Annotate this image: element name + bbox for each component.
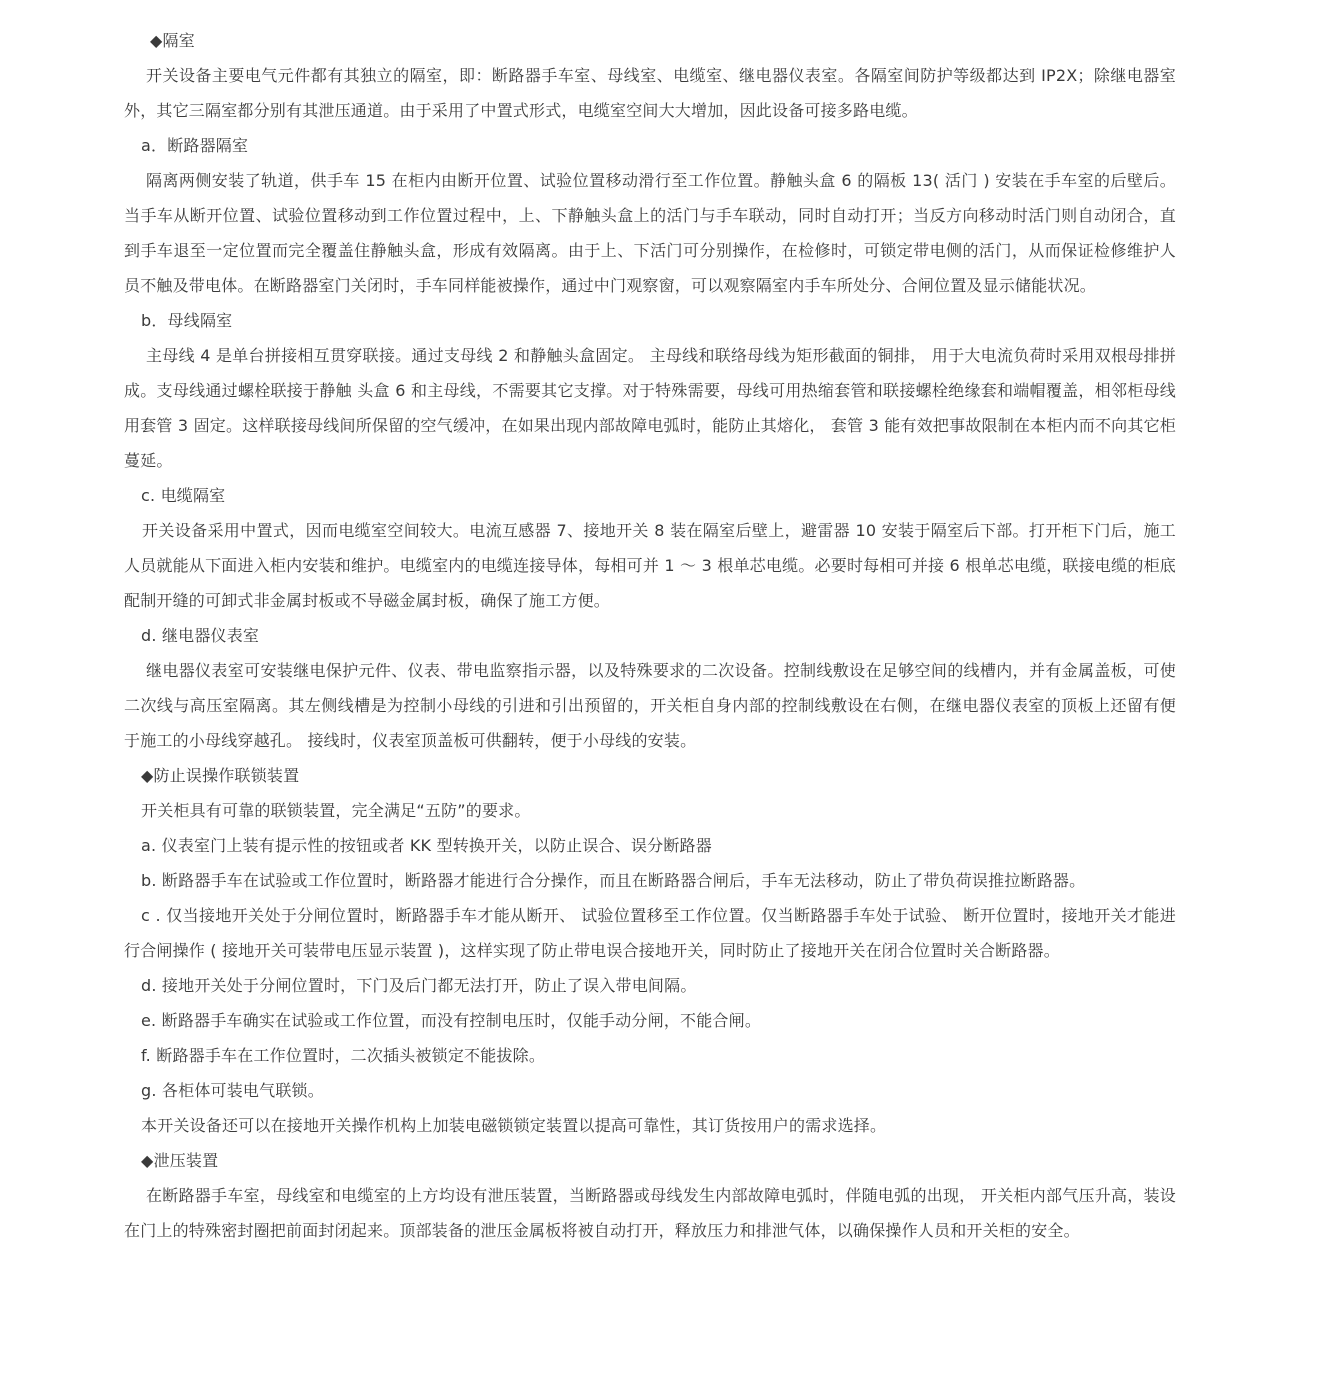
interlock-item: g. 各柜体可装电气联锁。 — [141, 1081, 324, 1100]
subsection-heading: b．母线隔室 — [141, 311, 233, 330]
section-heading-interlock: ◆防止误操作联锁装置 — [141, 766, 300, 785]
subsection-heading: a．断路器隔室 — [141, 136, 249, 155]
section-heading-compartment: ◆隔室 — [150, 31, 195, 50]
interlock-item: d. 接地开关处于分闸位置时，下门及后门都无法打开，防止了误入带电间隔。 — [141, 976, 697, 995]
section-heading-pressure-relief: ◆泄压装置 — [141, 1151, 219, 1170]
body-paragraph: 主母线 4 是单台拼接相互贯穿联接。通过支母线 2 和静触头盒固定。 主母线和联络母线为矩形截面的铜排， 用于大电流负荷时采用双根母排拼成。支母线通过螺栓联接于静触 头盒 6 和主母线，不需要其它支撑。对于特殊需要，母线可用热缩套管和联接螺栓绝缘套和端帽覆盖，相邻柜母线用套管 3 固定。这样联接母线间所保留的空气缓冲，在如果出现内部故障电弧时，能防止其熔化， 套管 3 能有效把事故限制在本柜内而不向其它柜蔓延。 — [124, 346, 1176, 470]
document-body — [124, 23, 1176, 1248]
body-paragraph: 本开关设备还可以在接地开关操作机构上加装电磁锁锁定装置以提高可靠性，其订货按用户的需求选择。 — [141, 1116, 887, 1135]
interlock-item: a. 仪表室门上装有提示性的按钮或者 KK 型转换开关，以防止误合、误分断路器 — [141, 836, 712, 855]
body-paragraph: 隔离两侧安装了轨道，供手车 15 在柜内由断开位置、试验位置移动滑行至工作位置。静触头盒 6 的隔板 13( 活门 ) 安装在手车室的后壁后。当手车从断开位置、试验位置移动到工作位置过程中，上、下静触头盒上的活门与手车联动，同时自动打开；当反方向移动时活门则自动闭合，直到手车退至一定位置而完全覆盖住静触头盒，形成有效隔离。由于上、下活门可分别操作，在检修时，可锁定带电侧的活门，从而保证检修维护人员不触及带电体。在断路器室门关闭时，手车同样能被操作，通过中门观察窗，可以观察隔室内手车所处分、合闸位置及显示储能状况。 — [124, 171, 1176, 295]
body-paragraph: 在断路器手车室，母线室和电缆室的上方均设有泄压装置，当断路器或母线发生内部故障电弧时，伴随电弧的出现， 开关柜内部气压升高，装设在门上的特殊密封圈把前面封闭起来。顶部装备的泄压金属板将被自动打开，释放压力和排泄气体，以确保操作人员和开关柜的安全。 — [124, 1186, 1176, 1240]
body-paragraph: 开关设备采用中置式，因而电缆室空间较大。电流互感器 7、接地开关 8 装在隔室后壁上，避雷器 10 安装于隔室后下部。打开柜下门后，施工人员就能从下面进入柜内安装和维护。电缆室内的电缆连接导体，每相可并 1 ～ 3 根单芯电缆。必要时每相可并接 6 根单芯电缆，联接电缆的柜底配制开缝的可卸式非金属封板或不导磁金属封板，确保了施工方便。 — [124, 521, 1176, 610]
body-paragraph: 继电器仪表室可安装继电保护元件、仪表、带电监察指示器，以及特殊要求的二次设备。控制线敷设在足够空间的线槽内，并有金属盖板，可使二次线与高压室隔离。其左侧线槽是为控制小母线的引进和引出预留的，开关柜自身内部的控制线敷设在右侧，在继电器仪表室的顶板上还留有便于施工的小母线穿越孔。 接线时，仪表室顶盖板可供翻转，便于小母线的安装。 — [124, 661, 1176, 750]
interlock-item: c . 仅当接地开关处于分闸位置时，断路器手车才能从断开、 试验位置移至工作位置。仅当断路器手车处于试验、 断开位置时，接地开关才能进行合闸操作 ( 接地开关可装带电压显示装置 )，这样实现了防止带电误合接地开关，同时防止了接地开关在闭合位置时关合断路器。 — [124, 906, 1176, 960]
subsection-heading: d. 继电器仪表室 — [141, 626, 260, 645]
subsection-heading: c. 电缆隔室 — [141, 486, 226, 505]
interlock-item: b. 断路器手车在试验或工作位置时，断路器才能进行合分操作，而且在断路器合闸后，手车无法移动，防止了带负荷误推拉断路器。 — [141, 871, 1086, 890]
body-paragraph: 开关柜具有可靠的联锁装置，完全满足“五防”的要求。 — [141, 801, 531, 820]
body-paragraph: 开关设备主要电气元件都有其独立的隔室，即：断路器手车室、母线室、电缆室、继电器仪表室。各隔室间防护等级都达到 IP2X；除继电器室外，其它三隔室都分别有其泄压通道。由于采用了中置式形式，电缆室空间大大增加，因此设备可接多路电缆。 — [124, 66, 1176, 120]
interlock-item: f. 断路器手车在工作位置时，二次插头被锁定不能拔除。 — [141, 1046, 546, 1065]
interlock-item: e. 断路器手车确实在试验或工作位置，而没有控制电压时，仅能手动分闸，不能合闸。 — [141, 1011, 762, 1030]
